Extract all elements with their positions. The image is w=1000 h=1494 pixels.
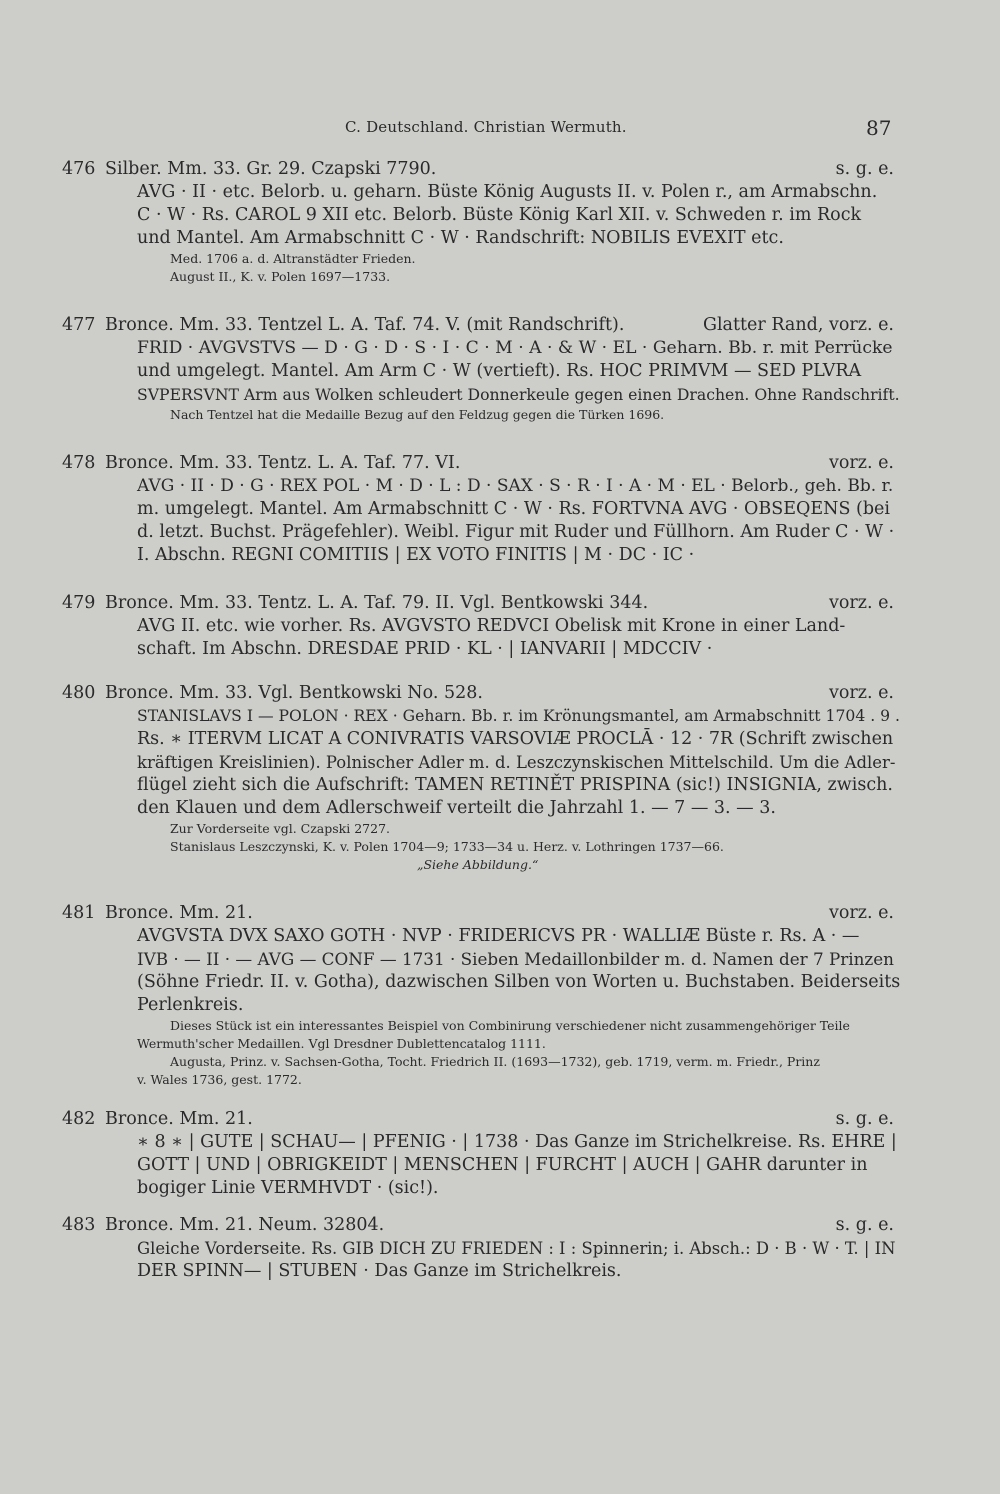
entry-line: Perlenkreis. bbox=[137, 995, 244, 1015]
catalog-entry-479 bbox=[62, 592, 900, 661]
entry-heading-line bbox=[62, 1108, 900, 1131]
entry-line: d. letzt. Buchst. Prägefehler). Weibl. Figur mit Ruder und Füllhorn. Am Ruder C · W · bbox=[137, 522, 895, 542]
entry-line: Gleiche Vorderseite. Rs. GIB DICH ZU FRIEDEN : I : Spinnerin; i. Absch.: D · B · W · T. | IN bbox=[137, 1239, 896, 1258]
entry-line: und Mantel. Am Armabschnitt C · W · Randschrift: NOBILIS EVEXIT etc. bbox=[137, 228, 784, 248]
entry-heading-line bbox=[62, 452, 900, 475]
catalog-entry-478 bbox=[62, 452, 900, 567]
entry-heading-line bbox=[62, 158, 900, 181]
entry-number: 478 bbox=[62, 453, 96, 473]
entry-line: flügel zieht sich die Aufschrift: TAMEN RETINĚT PRISPINA (sic!) INSIGNIA, zwisch. bbox=[137, 775, 893, 795]
entry-grade: vorz. e. bbox=[828, 683, 894, 703]
entry-grade: vorz. e. bbox=[828, 593, 894, 613]
entry-note: Med. 1706 a. d. Altranstädter Frieden. bbox=[170, 251, 416, 266]
catalog-entry-482 bbox=[62, 1108, 900, 1200]
entry-note: Augusta, Prinz. v. Sachsen-Gotha, Tocht. Friedrich II. (1693—1732), geb. 1719, verm. m. Friedr., Prinz bbox=[170, 1054, 820, 1069]
figure-reference: „Siehe Abbildung.“ bbox=[417, 857, 539, 872]
entry-line: schaft. Im Abschn. DRESDAE PRID · KL · | IANVARII | MDCCIV · bbox=[137, 639, 713, 659]
entry-line: m. umgelegt. Mantel. Am Armabschnitt C · W · Rs. FORTVNA AVG · OBSEQENS (bei bbox=[137, 499, 890, 519]
entry-grade: vorz. e. bbox=[828, 453, 894, 473]
entry-heading: Bronce. Mm. 21. Neum. 32804. bbox=[105, 1215, 385, 1235]
catalog-entry-483 bbox=[62, 1214, 900, 1283]
entry-line: IVB · — II · — AVG — CONF — 1731 · Sieben Medaillonbilder m. d. Namen der 7 Prinzen bbox=[137, 949, 894, 969]
entry-number: 483 bbox=[62, 1215, 96, 1235]
entry-number: 482 bbox=[62, 1109, 96, 1129]
entry-number: 480 bbox=[62, 683, 96, 703]
entry-line: SVPERSVNT Arm aus Wolken schleudert Donnerkeule gegen einen Drachen. Ohne Randschrift. bbox=[137, 385, 900, 404]
entry-number: 476 bbox=[62, 159, 96, 179]
entry-line: GOTT | UND | OBRIGKEIDT | MENSCHEN | FURCHT | AUCH | GAHR darunter in bbox=[137, 1155, 868, 1175]
entry-line: FRID · AVGVSTVS — D · G · D · S · I · C · M · A · & W · EL · Geharn. Bb. r. mit Perrücke bbox=[137, 338, 893, 358]
entry-line: Rs. ∗ ITERVM LICAT A CONIVRATIS VARSOVIÆ PROCLĀ · 12 · 7R (Schrift zwischen bbox=[137, 729, 894, 749]
entry-line: (Söhne Friedr. II. v. Gotha), dazwischen Silben von Worten u. Buchstaben. Beiderseits bbox=[137, 972, 901, 992]
entry-heading-line bbox=[62, 592, 900, 615]
entry-grade: Glatter Rand, vorz. e. bbox=[702, 315, 894, 335]
running-title: C. Deutschland. Christian Wermuth. bbox=[345, 118, 627, 136]
entry-line: DER SPINN— | STUBEN · Das Ganze im Strichelkreis. bbox=[137, 1261, 622, 1281]
entry-heading: Bronce. Mm. 33. Vgl. Bentkowski No. 528. bbox=[105, 683, 483, 703]
entry-heading: Bronce. Mm. 21. bbox=[105, 1109, 253, 1129]
entry-line: I. Abschn. REGNI COMITIIS | EX VOTO FINITIS | M · DC · IC · bbox=[137, 545, 695, 565]
entry-line: AVG II. etc. wie vorher. Rs. AVGVSTO REDVCI Obelisk mit Krone in einer Land- bbox=[137, 616, 846, 636]
entry-heading: Bronce. Mm. 33. Tentz. L. A. Taf. 77. VI. bbox=[105, 453, 461, 473]
entry-heading: Bronce. Mm. 33. Tentz. L. A. Taf. 79. II. Vgl. Bentkowski 344. bbox=[105, 593, 649, 613]
entry-note: August II., K. v. Polen 1697—1733. bbox=[170, 269, 391, 284]
entry-note: Stanislaus Leszczynski, K. v. Polen 1704—9; 1733—34 u. Herz. v. Lothringen 1737—66. bbox=[170, 839, 724, 854]
entry-note: Dieses Stück ist ein interessantes Beispiel von Combinirung verschiedener nicht zusammengehöriger Teile bbox=[170, 1018, 850, 1033]
entry-number: 477 bbox=[62, 315, 96, 335]
entry-heading-line bbox=[62, 1214, 900, 1237]
entry-line: kräftigen Kreislinien). Polnischer Adler m. d. Leszczynskischen Mittelschild. Um die Adler- bbox=[137, 753, 896, 772]
entry-heading: Silber. Mm. 33. Gr. 29. Czapski 7790. bbox=[105, 159, 437, 179]
entry-grade: vorz. e. bbox=[828, 903, 894, 923]
entry-heading-line bbox=[62, 314, 900, 337]
entry-heading-line bbox=[62, 902, 900, 925]
catalog-entry-481 bbox=[62, 902, 900, 1089]
entry-line: AVG · II · etc. Belorb. u. geharn. Büste König Augusts II. v. Polen r., am Armabschn. bbox=[137, 182, 878, 202]
entry-note: Nach Tentzel hat die Medaille Bezug auf den Feldzug gegen die Türken 1696. bbox=[170, 407, 665, 422]
catalog-entry-476 bbox=[62, 158, 900, 286]
page-header bbox=[0, 118, 1000, 142]
entry-heading-line bbox=[62, 682, 900, 705]
entry-note: Zur Vorderseite vgl. Czapski 2727. bbox=[170, 821, 391, 836]
catalog-entry-477 bbox=[62, 314, 900, 424]
catalog-entry-480 bbox=[62, 682, 900, 874]
page-number: 87 bbox=[866, 116, 892, 140]
entry-line: den Klauen und dem Adlerschweif verteilt die Jahrzahl 1. — 7 — 3. — 3. bbox=[137, 798, 776, 818]
entry-heading: Bronce. Mm. 21. bbox=[105, 903, 253, 923]
entry-line: AVG · II · D · G · REX POL · M · D · L : D · SAX · S · R · I · A · M · EL · Belorb., geh. Bb. r. bbox=[137, 476, 894, 496]
entry-line: STANISLAVS I — POLON · REX · Geharn. Bb. r. im Krönungsmantel, am Armabschnitt 1704 . 9 . bbox=[137, 707, 900, 725]
entry-note: v. Wales 1736, gest. 1772. bbox=[137, 1072, 302, 1087]
entry-line: C · W · Rs. CAROL 9 XII etc. Belorb. Büste König Karl XII. v. Schweden r. im Rock bbox=[137, 205, 862, 225]
entry-note: Wermuth'scher Medaillen. Vgl Dresdner Dublettencatalog 1111. bbox=[137, 1036, 546, 1051]
entry-grade: s. g. e. bbox=[835, 159, 894, 179]
entry-grade: s. g. e. bbox=[835, 1109, 894, 1129]
entry-grade: s. g. e. bbox=[835, 1215, 894, 1235]
entry-heading: Bronce. Mm. 33. Tentzel L. A. Taf. 74. V. (mit Randschrift). bbox=[105, 315, 625, 335]
entry-number: 479 bbox=[62, 593, 96, 613]
entry-line: AVGVSTA DVX SAXO GOTH · NVP · FRIDERICVS PR · WALLIÆ Büste r. Rs. A · — bbox=[137, 926, 860, 946]
entry-line: und umgelegt. Mantel. Am Arm C · W (vertieft). Rs. HOC PRIMVM — SED PLVRA bbox=[137, 361, 862, 381]
entry-line: ∗ 8 ∗ | GUTE | SCHAU— | PFENIG · | 1738 · Das Ganze im Strichelkreise. Rs. EHRE | bbox=[137, 1132, 897, 1152]
entry-line: bogiger Linie VERMHVDT · (sic!). bbox=[137, 1178, 439, 1198]
entry-number: 481 bbox=[62, 903, 96, 923]
